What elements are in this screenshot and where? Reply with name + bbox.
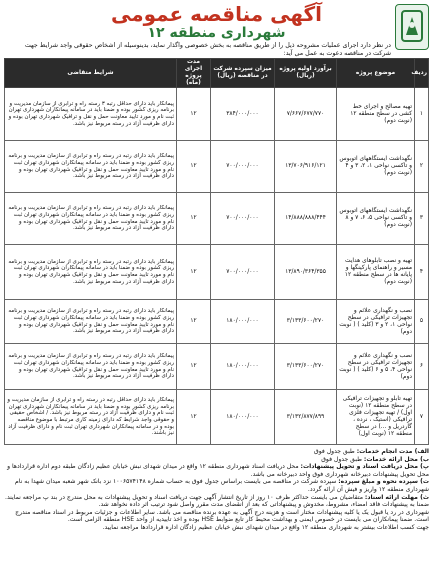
requirements-text: پیمانکار باید دارای رتبه در رسته راه و ترابری از سازمان مدیریت و برنامه ریزی کشور بوده و ضمنا باید در سامانه پیمانکاران شهرداری تهران ثبت نام و مورد تایید معاونت حمل و نقل و ترافیک شهرداری تهران بوده و دارای ظرفیت آزاد در رسته مربوط نیز باشد. (5, 193, 177, 245)
project-subject: نصب و نگهداری علائم و تجهیزات ترافیکی در سطح نواحی ۴، ۵ و ۶ (کلید ) ( نوبت دوم) (337, 344, 415, 390)
term-text: سپرده شرکت در مناقصه می بایست براساس جدول فوق به حساب شماره ۱۰۰۶۵۷۴۱۴۸ نزد بانک شهر شعبه میدان شهدا به نام شهرداری منطقه ۱۲ واریز و فیش آن ارائه گردد. (15, 478, 429, 493)
term-label: پ) محل دریافت اسناد و تحویل پیشنهادات: (300, 463, 429, 471)
table-row (5, 141, 429, 193)
requirements-text: پیمانکار باید دارای رتبه در رسته راه و ترابری از سازمان مدیریت و برنامه ریزی کشور بوده و ضمنا باید در سامانه پیمانکاران شهرداری تهران ثبت نام و مورد تایید معاونت حمل و نقل و ترافیک شهرداری تهران بوده و دارای ظرفیت آزاد در رسته مربوط نیز باشد. (5, 344, 177, 390)
duration-value: ۱۲ (177, 141, 211, 193)
duration-value: ۱۲ (177, 390, 211, 445)
deposit-value: ۱۸۰/۰۰۰/۰۰۰ (211, 300, 275, 344)
estimate-value: ۱۴/۸۸۸/۸۸۸/۴۴۴ (275, 193, 337, 245)
tender-table (4, 58, 429, 445)
col-header-subject: موضوع پروژه (337, 59, 415, 88)
term-line (4, 509, 429, 524)
requirements-text: پیمانکار باید دارای رتبه در رسته راه و ترابری از سازمان مدیریت و برنامه ریزی کشور بوده و ضمنا باید در سامانه پیمانکاران شهرداری تهران ثبت نام و مورد تایید معاونت حمل و نقل و ترافیک شهرداری تهران بوده و دارای ظرفیت آزاد در رسته مربوط نیز باشد. (5, 300, 177, 344)
notice-terms (4, 448, 429, 532)
deposit-value: ۱۸۰/۰۰۰/۰۰۰ (211, 344, 275, 390)
estimate-value: ۷/۶۶۷/۶۷۷/۷۷۰ (275, 88, 337, 141)
table-row (5, 390, 429, 445)
col-header-no: ردیف (415, 59, 429, 88)
project-subject: تهیه تابلو و تجهیزات ترافیکی در سطح منطقه ۱۲ (نوبت اول) / تهیه تجهیزات فلزی ترافیکی (استیک ، نرده ، گاردریل و ...) در سطح منطقه ۱۲ (نوبت اول) (337, 390, 415, 445)
notice-intro: در نظر دارد اجرای عملیات مشروحه ذیل را از طریق مناقصه به بخش خصوصی واگذار نماید، بدینوسیله از اشخاص حقوقی واجد شرایط جهت شرکت در مناقصه دعوت به عمل می آید: (24, 42, 391, 57)
duration-value: ۱۲ (177, 245, 211, 300)
project-subject: نگهداشت ایستگاههای اتوبوس و تاکسی نواحی ۵، ۶، ۷ و ۸ (نوبت دوم) (337, 193, 415, 245)
project-subject: نصب و نگهداری علائم و تجهیزات ترافیکی در سطح نواحی ۱، ۲ و ۳ (کلید ) ( نوبت دوم) (337, 300, 415, 344)
term-line (4, 494, 429, 509)
row-number: ۵ (415, 300, 429, 344)
col-header-estimate: برآورد اولیه پروژه (ریال) (275, 59, 337, 88)
project-subject: تهیه مصالح و اجرای خط کشی در سطح منطقه ۱۲ (نوبت دوم) (337, 88, 415, 141)
row-number: ۲ (415, 141, 429, 193)
project-subject: تهیه و نصب تابلوهای هدایت مسیر و راهنمای پارکینگها و پایانه ها در سطح منطقه ۱۲ (نوبت دوم) (337, 245, 415, 300)
col-header-requirements: شرایط متقاضی (5, 59, 177, 88)
table-row (5, 344, 429, 390)
notice-title: آگهی مناقصه عمومی (110, 2, 323, 26)
deposit-value: ۷۰۰/۰۰۰/۰۰۰ (211, 141, 275, 193)
requirements-text: پیمانکار باید دارای حداقل رتبه ۳ رسته راه و ترابری از سازمان مدیریت و برنامه ریزی کشور بوده و ضمنا باید در سامانه پیمانکاران شهرداری تهران ثبت نام و مورد تایید معاونت حمل و نقل و ترافیک شهرداری تهران بوده و دارای ظرفیت آزاد در رسته مربوط نیز باشد. (5, 88, 177, 141)
term-label: ث) مهلت ارائه اسناد: (364, 493, 429, 501)
deposit-value: ۷۰۰/۰۰۰/۰۰۰ (211, 193, 275, 245)
deposit-value: ۳۸۴/۰۰۰/۰۰۰ (211, 88, 275, 141)
duration-value: ۱۲ (177, 344, 211, 390)
term-line (4, 478, 429, 493)
row-number: ۶ (415, 344, 429, 390)
duration-value: ۱۲ (177, 193, 211, 245)
project-subject: نگهداشت ایستگاههای اتوبوس و تاکسی نواحی ۱، ۲، ۳ و ۴ (نوبت دوم) (337, 141, 415, 193)
term-text: طبق جدول فوق (321, 455, 362, 463)
col-header-deposit: میزان سپرده شرکت در مناقصه (ریال) (211, 59, 275, 88)
estimate-value: ۳/۱۳۳/۶۰۰/۲۷۰ (275, 344, 337, 390)
municipality-logo-icon (395, 4, 429, 50)
term-label: الف) مدت انجام خدمات: (356, 448, 429, 455)
deposit-value: ۱۸۰/۰۰۰/۰۰۰ (211, 390, 275, 445)
deposit-value: ۷۰۰/۰۰۰/۰۰۰ (211, 245, 275, 300)
row-number: ۳ (415, 193, 429, 245)
term-line (4, 463, 429, 478)
term-label: ب) محل ارائه خدمات: (363, 455, 429, 463)
term-line (4, 524, 429, 532)
table-row (5, 245, 429, 300)
term-text: شهرداری در رد یا قبول یک یا کلیه پیشنهادات مختار است و هزینه درج آگهی به عهده برنده مناقصه می باشد. سایر اطلاعات و جزئیات مربوط در اسناد مناقصه مندرج است. ضمنا پیمانکاران می بایست در خصوص ایمنی و بهداشت محیط کار تابع ضوابط HSE بوده و اخذ تاییدیه از واحد HSE منطقه الزامی است. (15, 508, 429, 524)
row-number: ۷ (415, 390, 429, 445)
term-text: طبق جدول فوق (314, 448, 355, 455)
estimate-value: ۳/۱۳۳/۶۰۰/۲۷۰ (275, 300, 337, 344)
term-label: ت) سپرده نحوه و مبلغ سپرده: (338, 478, 429, 486)
table-row (5, 300, 429, 344)
table-row (5, 193, 429, 245)
term-line (4, 448, 429, 456)
requirements-text: پیمانکار باید دارای حداقل رتبه در رسته راه و ترابری از سازمان مدیریت و برنامه ریزی کشور بوده و ضمنا باید در سامانه پیمانکاران شهرداری تهران ثبت نام و دارای ظرفیت آزاد در رسته مربوط نیز باشد. / اشخاص حقیقی و حقوقی واجد شرایط که دارای زمینه کاری مرتبط با موضوع مناقصه بوده و در سامانه پیمانکاران شهرداری تهران ثبت نام و دارای ظرفیت آزاد نیز باشند. (5, 390, 177, 445)
col-header-duration: مدت اجرای پروژه (ماه) (177, 59, 211, 88)
estimate-value: ۱۳/۷۰۶/۹۱۶/۱۲۱ (275, 141, 337, 193)
duration-value: ۱۲ (177, 88, 211, 141)
table-header-row (5, 59, 429, 88)
row-number: ۱ (415, 88, 429, 141)
term-text: محل دریافت اسناد شهرداری منطقه ۱۲ واقع در میدان شهدای نبش خیابان عظیم زادگان طبقه دوم اداره قراردادها و محل تحویل پیشنهادات دبیرخانه شهرداری فوق واحد دبیرخانه می باشد. (7, 463, 429, 478)
row-number: ۴ (415, 245, 429, 300)
duration-value: ۱۲ (177, 300, 211, 344)
term-text: متقاضیان می بایست حداکثر ظرف ۱۰ روز از تاریخ انتشار آگهی جهت دریافت اسناد و تحویل پیشنهادات به محل مندرج در بند پ مراجعه نمایند. ضمنا به پیشنهادات فاقد امضاء، مشروط، مخدوش و پیشنهاداتی که بعد از انقضای مدت مقرر واصل شود ترتیب اثر داده نخواهد شد. (5, 493, 429, 509)
notice-subtitle: شهرداری منطقه ۱۲ (147, 25, 286, 41)
requirements-text: پیمانکار باید دارای رتبه در رسته راه و ترابری از سازمان مدیریت و برنامه ریزی کشور بوده و ضمنا باید در سامانه پیمانکاران شهرداری تهران ثبت نام و مورد تایید معاونت حمل و نقل و ترافیک شهرداری تهران بوده و دارای ظرفیت آزاد در رسته مربوط نیز باشد. (5, 245, 177, 300)
notice-header (4, 2, 429, 56)
requirements-text: پیمانکار باید دارای رتبه در رسته راه و ترابری از سازمان مدیریت و برنامه ریزی کشور بوده و ضمنا باید در سامانه پیمانکاران شهرداری تهران ثبت نام و مورد تایید معاونت حمل و نقل و ترافیک شهرداری تهران بوده و دارای ظرفیت آزاد در رسته مربوط نیز باشد. (5, 141, 177, 193)
estimate-value: ۱۳/۸۹۰/۳۶۴/۳۵۵ (275, 245, 337, 300)
estimate-value: ۳/۱۳۲/۸۷۷/۸۹۹ (275, 390, 337, 445)
term-text: جهت کسب اطلاعات بیشتر به شهرداری منطقه ۱۲ واقع در میدان شهدای نبش خیابان عظیم زادگان اداره قراردادها مراجعه نمایید. (102, 523, 429, 531)
table-row (5, 88, 429, 141)
